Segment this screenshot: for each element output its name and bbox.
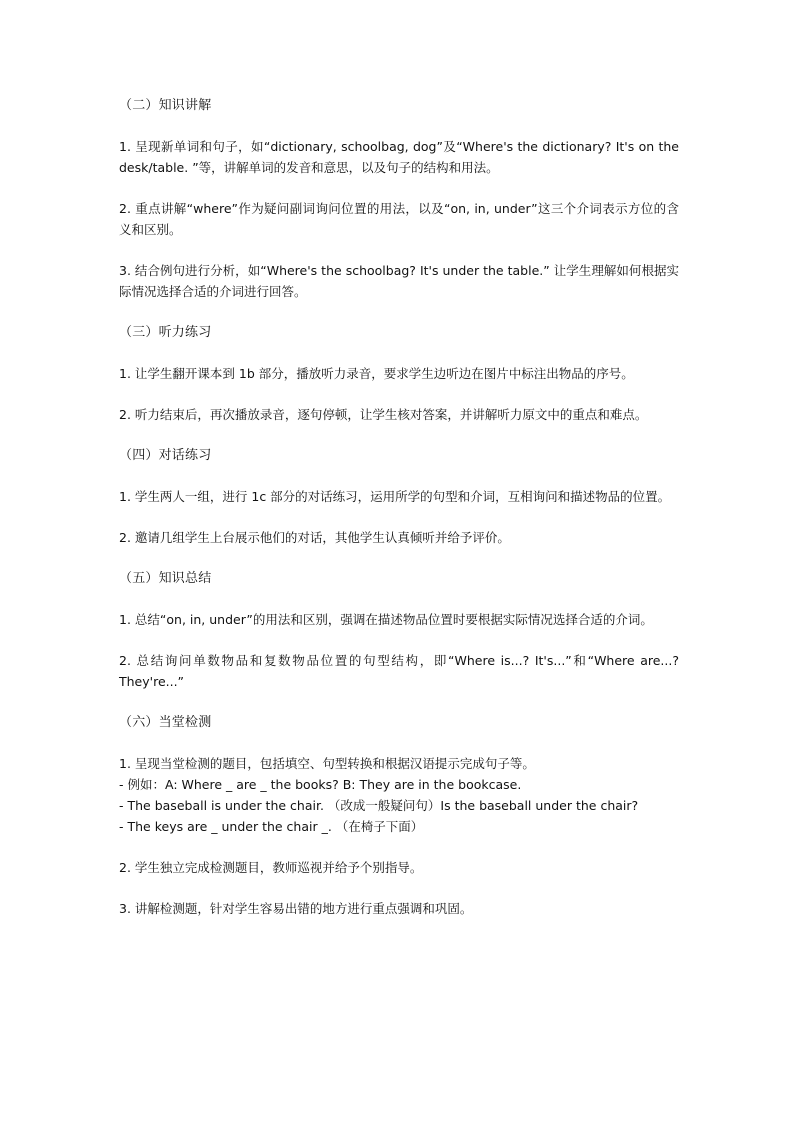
paragraph-dialogue-presentation: 2. 邀请几组学生上台展示他们的对话，其他学生认真倾听并给予评价。	[119, 530, 510, 545]
paragraph-test-explanation: 3. 讲解检测题，针对学生容易出错的地方进行重点强调和巩固。	[119, 901, 473, 916]
section-heading-in-class-test: （六）当堂检测	[119, 715, 212, 730]
paragraph-pair-dialogue: 1. 学生两人一组，进行 1c 部分的对话练习，运用所学的句型和介词，互相询问和描述物品的位置。	[119, 489, 671, 504]
paragraph-where-usage: 2. 重点讲解“where”作为疑问副词询问位置的用法，以及“on, in, under”这三个介词表示方位的含义和区别。	[119, 201, 679, 237]
section-heading-knowledge-summary: （五）知识总结	[119, 571, 212, 586]
section-heading-listening-practice: （三）听力练习	[119, 325, 212, 340]
test-questions-block	[119, 753, 679, 837]
paragraph-example-analysis: 3. 结合例句进行分析，如“Where's the schoolbag? It's under the table.” 让学生理解如何根据实际情况选择合适的介词进行回答。	[119, 263, 679, 299]
paragraph-test-intro: 1. 呈现当堂检测的题目，包括填空、句型转换和根据汉语提示完成句子等。	[119, 756, 535, 771]
document-content	[119, 95, 679, 939]
test-example-line: - The keys are _ under the chair _. （在椅子下面）	[119, 819, 424, 834]
test-example-line: - 例如：A: Where _ are _ the books? B: They are in the bookcase.	[119, 777, 522, 792]
section-heading-knowledge-explanation: （二）知识讲解	[119, 98, 212, 113]
test-example-line: - The baseball is under the chair. （改成一般疑问句）Is the baseball under the chair?	[119, 798, 639, 813]
paragraph-preposition-summary: 1. 总结“on, in, under”的用法和区别，强调在描述物品位置时要根据实际情况选择合适的介词。	[119, 612, 653, 627]
paragraph-independent-test: 2. 学生独立完成检测题目，教师巡视并给予个别指导。	[119, 860, 423, 875]
paragraph-listening-1b: 1. 让学生翻开课本到 1b 部分，播放听力录音，要求学生边听边在图片中标注出物品的序号。	[119, 366, 634, 381]
paragraph-new-words: 1. 呈现新单词和句子，如“dictionary, schoolbag, dog”及“Where's the dictionary? It's on the desk/table. ”等，讲解单词的发音和意思，以及句子的结构和用法。	[119, 139, 679, 175]
paragraph-listening-review: 2. 听力结束后，再次播放录音，逐句停顿，让学生核对答案，并讲解听力原文中的重点和难点。	[119, 407, 648, 422]
section-heading-dialogue-practice: （四）对话练习	[119, 448, 212, 463]
paragraph-sentence-pattern-summary: 2. 总结询问单数物品和复数物品位置的句型结构，即“Where is...? It's...”和“Where are...? They're...”	[119, 653, 679, 689]
